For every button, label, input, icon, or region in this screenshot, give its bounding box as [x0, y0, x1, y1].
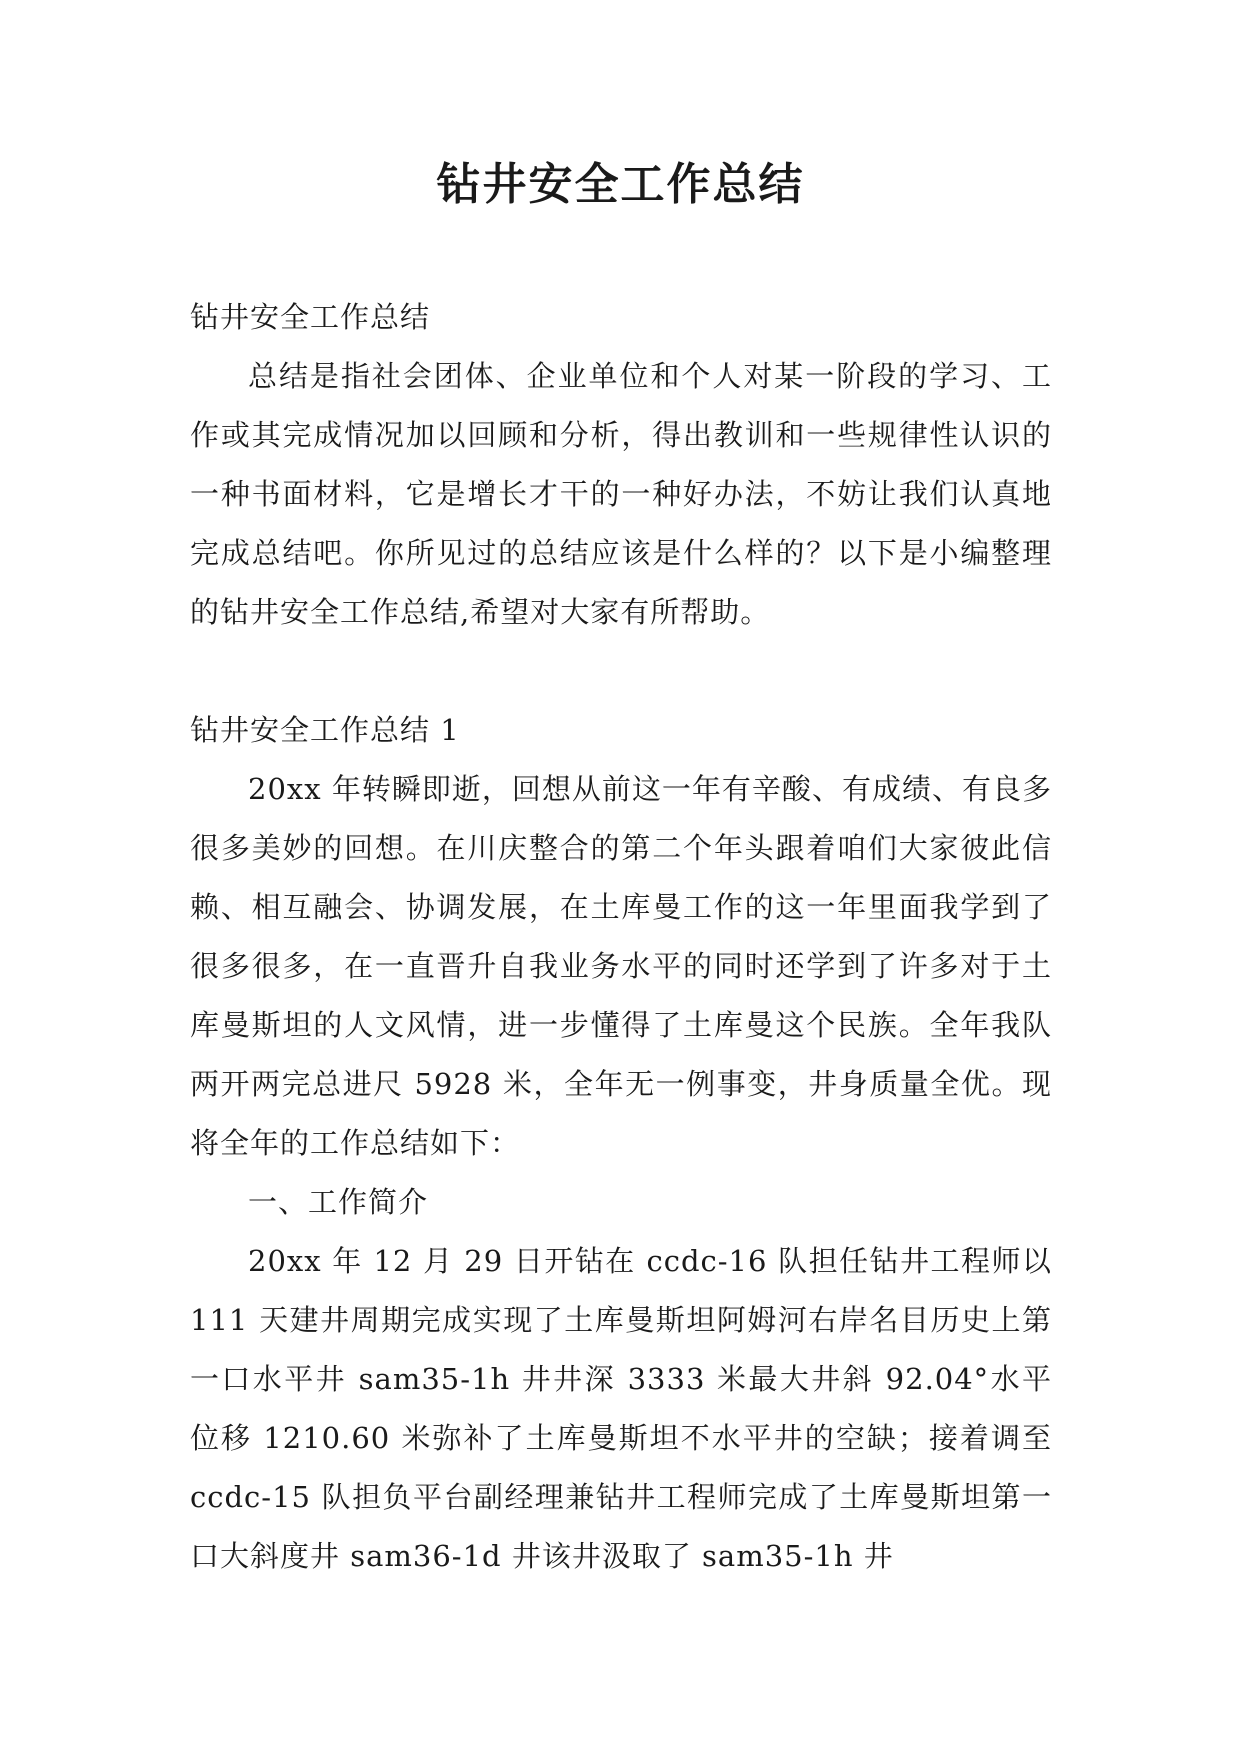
section1-paragraph: 20xx 年转瞬即逝，回想从前这一年有辛酸、有成绩、有良多很多美妙的回想。在川庆整合的第二个年头跟着咱们大家彼此信赖、相互融会、协调发展，在土库曼工作的这一年里面我学到了很多很多，在一直晋升自我业务水平的同时还学到了许多对于土库曼斯坦的人文风情，进一步懂得了土库曼这个民族。全年我队两开两完总进尺 5928 米，全年无一例事变，井身质量全优。现将全年的工作总结如下：: [190, 772, 1052, 1160]
subheading-work-intro: 一、工作简介: [248, 1185, 429, 1219]
document-body: [190, 288, 1052, 1586]
work-intro-paragraph: 20xx 年 12 月 29 日开钻在 ccdc-16 队担任钻井工程师以 111 天建井周期完成实现了土库曼斯坦阿姆河右岸名目历史上第一口水平井 sam35-1h 井井深 3333 米最大井斜 92.04°水平位移 1210.60 米弥补了土库曼斯坦不水平井的空缺；接着调至 ccdc-15 队担负平台副经理兼钻井工程师完成了土库曼斯坦第一口大斜度井 sam36-1d 井该井汲取了 sam35-1h 井: [190, 1244, 1052, 1573]
intro-paragraph: 总结是指社会团体、企业单位和个人对某一阶段的学习、工作或其完成情况加以回顾和分析，得出教训和一些规律性认识的一种书面材料，它是增长才干的一种好办法，不妨让我们认真地完成总结吧。你所见过的总结应该是什么样的？以下是小编整理的钻井安全工作总结,希望对大家有所帮助。: [190, 359, 1052, 629]
document-title: 钻井安全工作总结: [436, 159, 805, 210]
intro-heading: 钻井安全工作总结: [190, 300, 431, 334]
section1-heading: 钻井安全工作总结 1: [190, 713, 460, 747]
section-spacer: [190, 642, 1052, 701]
